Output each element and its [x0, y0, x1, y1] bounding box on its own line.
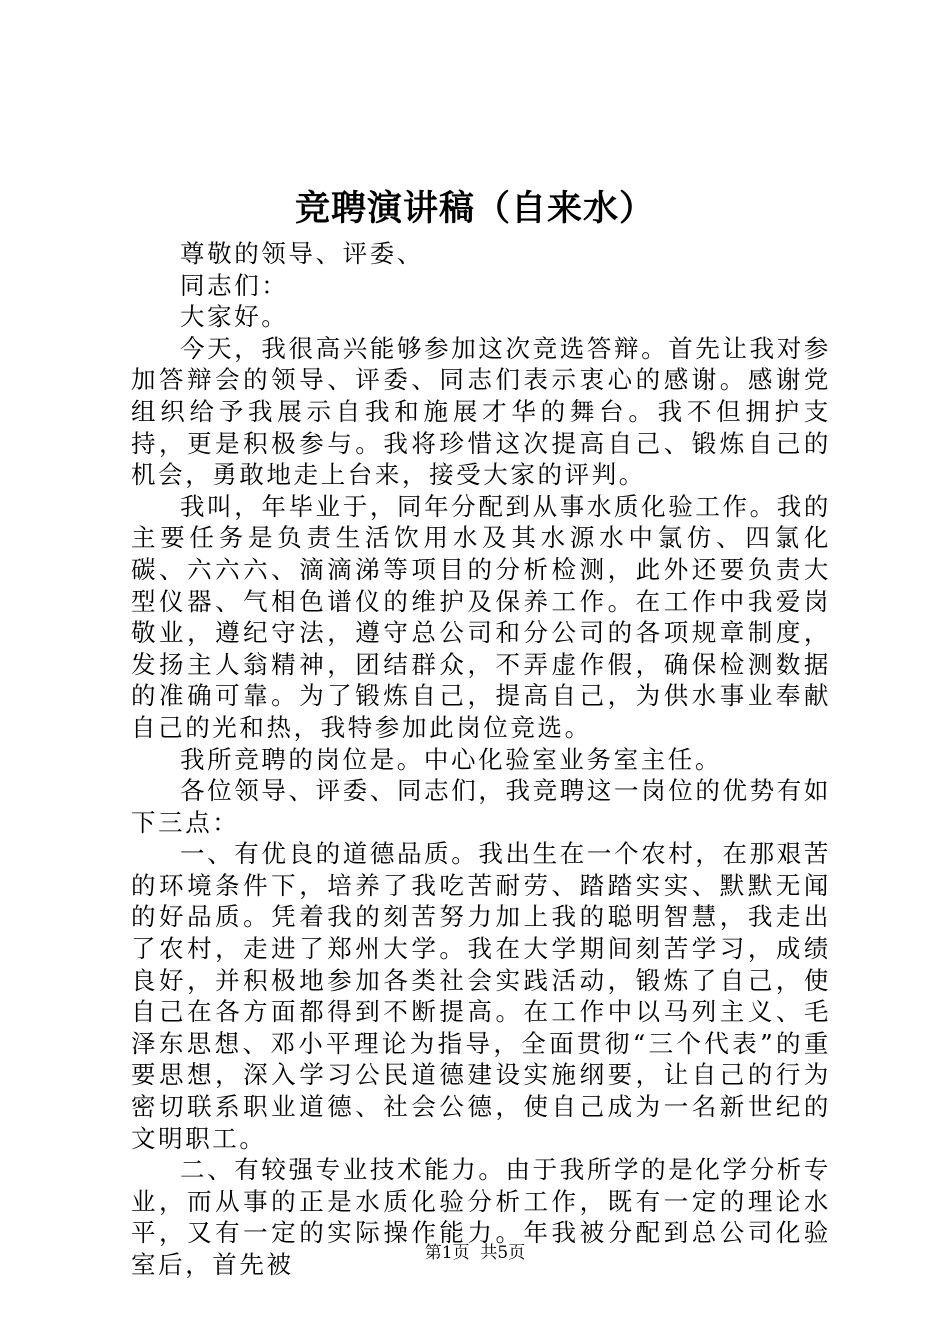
paragraph: 一、有优良的道德品质。我出生在一个农村，在那艰苦的环境条件下，培养了我吃苦耐劳、踏踏实实、默默无闻的好品质。凭着我的刻苦努力加上我的聪明智慧，我走出了农村，走进了郑州大学。我在大学期间刻苦学习，成绩良好，并积极地参加各类社会实践活动，锻炼了自己，使自己在各方面都得到不断提高。在工作中以马列主义、毛泽东思想、邓小平理论为指导，全面贯彻“三个代表”的重要思想，深入学习公民道德建设实施纲要，让自己的行为密切联系职业道德、社会公德，使自己成为一名新世纪的文明职工。 — [131, 839, 831, 1153]
page-footer — [0, 1241, 950, 1265]
paragraph: 二、有较强专业技术能力。由于我所学的是化学分析专业，而从事的正是水质化验分析工作，既有一定的理论水平，又有一定的实际操作能力。年我被分配到总公司化验室后，首先被 — [131, 1155, 831, 1279]
page-number: 第1页 — [424, 1243, 470, 1263]
document-title: 竞聘演讲稿（自来水） — [294, 188, 655, 229]
paragraph: 尊敬的领导、评委、 — [180, 239, 424, 268]
paragraph: 大家好。 — [180, 302, 289, 332]
paragraph: 我叫，年毕业于，同年分配到从事水质化验工作。我的主要任务是负责生活饮用水及其水源水中氯仿、四氯化碳、六六六、滴滴涕等项目的分析检测，此外还要负责大型仪器、气相色谱仪的维护及保养工作。在工作中我爱岗敬业，遵纪守法，遵守总公司和分公司的各项规章制度，发扬主人翁精神，团结群众，不弄虚作假，确保检测数据的准确可靠。为了锻炼自己，提高自己，为供水事业奉献自己的光和热，我特参加此岗位竞选。 — [131, 491, 831, 742]
paragraph: 各位领导、评委、同志们，我竞聘这一岗位的优势有如下三点： — [131, 776, 831, 837]
paragraph: 同志们： — [180, 270, 289, 300]
footer-spacer — [470, 1243, 481, 1263]
paragraph: 今天，我很高兴能够参加这次竞选答辩。首先让我对参加答辩会的领导、评委、同志们表示衷心的感谢。感谢党组织给予我展示自我和施展才华的舞台。我不但拥护支持，更是积极参与。我将珍惜这次提高自己、锻炼自己的机会，勇敢地走上台来，接受大家的评判。 — [131, 333, 831, 490]
paragraph: 我所竞聘的岗位是。中心化验室业务室主任。 — [180, 744, 722, 774]
page-total: 共5页 — [480, 1243, 526, 1263]
document-body — [131, 238, 831, 1281]
